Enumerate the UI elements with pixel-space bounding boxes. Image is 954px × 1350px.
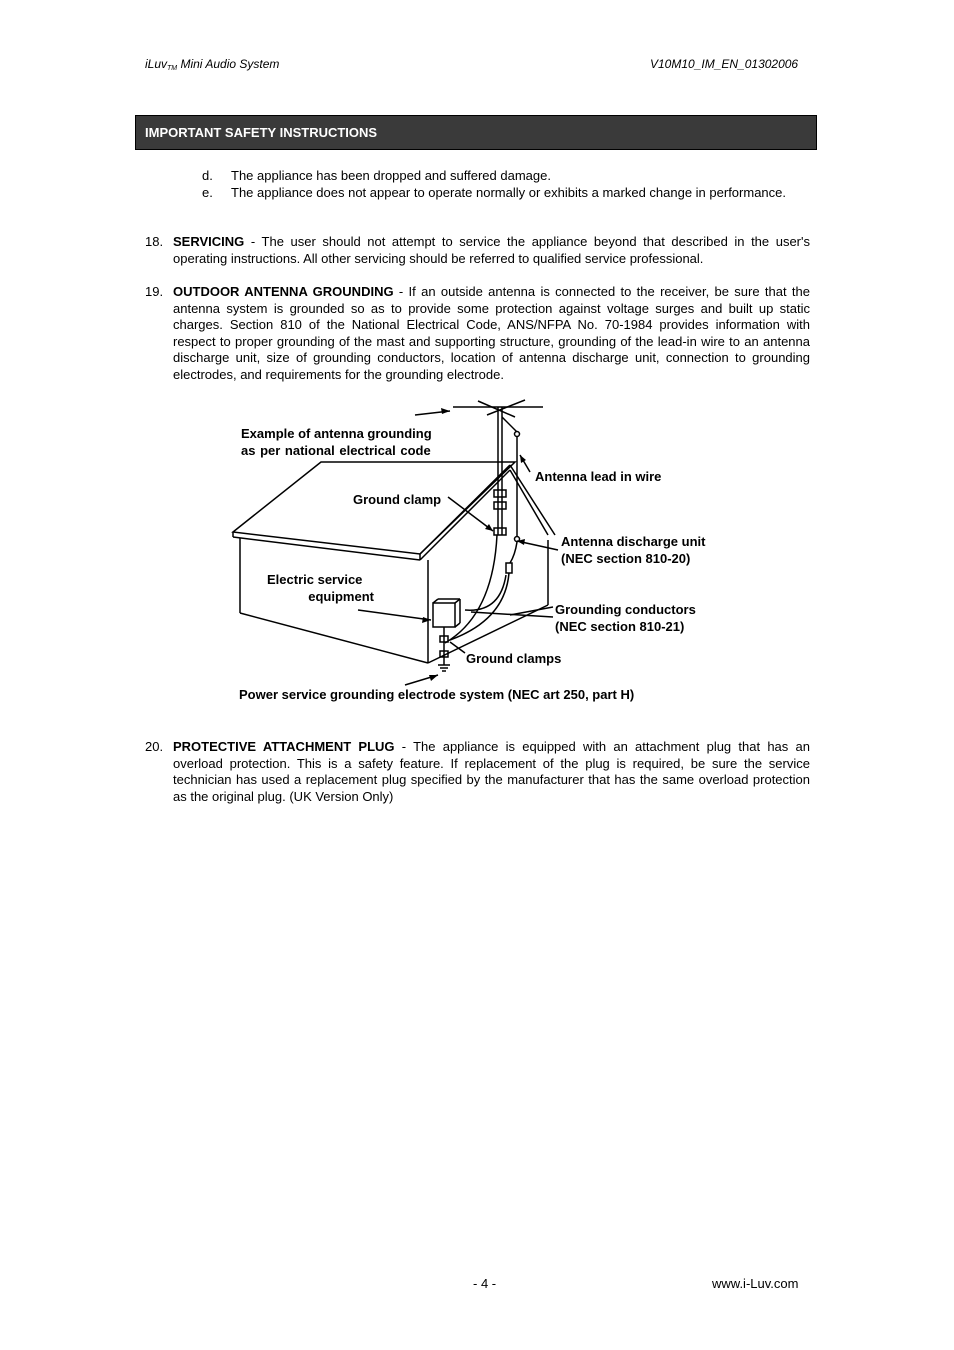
list-marker: d. — [202, 168, 213, 183]
diagram-label-discharge-unit: Antenna discharge unit (NEC section 810-20) — [561, 534, 706, 566]
item-text: - The appliance is equipped with an attachment plug that has an overload protection. This is a safety feature. If replacement of the plug is required, be sure the service technician has used a replacement plug specified by the manufacturer that has the same overload protection as the original plug. (UK Version Only) — [173, 739, 810, 804]
item-heading: OUTDOOR ANTENNA GROUNDING — [173, 284, 394, 299]
diagram-label-ground-clamps: Ground clamps — [466, 651, 562, 666]
diagram-label-ground-clamp: Ground clamp — [353, 492, 442, 507]
page-number: - 4 - — [473, 1276, 497, 1291]
item-text: - If an outside antenna is connected to the receiver, be sure that the antenna system is grounded so as to provide some protection against voltage surges and built up static charges. Section 810 of the National Electrical Code, ANS/NFPA No. 70-1984 provides information with respect to proper grounding of the mast and supporting structure, grounding of the lead-in wire to an antenna discharge unit, size of grounding conductors, location of antenna discharge unit, connection to grounding electrodes, and requirements for the grounding electrode. — [173, 284, 811, 382]
list-marker: e. — [202, 185, 213, 200]
item-number: 18. — [145, 234, 164, 249]
item-heading: PROTECTIVE ATTACHMENT PLUG — [173, 739, 395, 754]
item-number: 19. — [145, 284, 164, 299]
diagram-label-electric-service: Electric service equipment — [267, 572, 374, 604]
section-title: IMPORTANT SAFETY INSTRUCTIONS — [145, 125, 378, 140]
list-text: The appliance does not appear to operate normally or exhibits a marked change in performance. — [231, 185, 786, 200]
diagram-label-example: Example of antenna grounding as per national electrical code — [241, 426, 432, 458]
section-banner — [135, 115, 817, 150]
item-text: - The user should not attempt to service the appliance beyond that described in the user's operating instructions. All other servicing should be referred to qualified service professional. — [173, 234, 810, 266]
numbered-item-attachment-plug — [145, 739, 810, 805]
list-text: The appliance has been dropped and suffered damage. — [231, 168, 551, 183]
antenna-grounding-diagram — [225, 395, 735, 715]
header-document-code: V10M10_IM_EN_01302006 — [650, 57, 799, 71]
diagram-caption-electrode: Power service grounding electrode system (NEC art 250, part H) — [239, 687, 635, 702]
numbered-item-antenna-grounding — [145, 284, 810, 383]
item-heading: SERVICING — [173, 234, 245, 249]
diagram-label-lead-in-wire: Antenna lead in wire — [535, 469, 662, 484]
trademark-subscript: TM — [167, 65, 178, 72]
numbered-item-servicing — [145, 234, 810, 267]
diagram-label-grounding-conductors: Grounding conductors (NEC section 810-21) — [555, 602, 696, 634]
footer-website-link[interactable]: www.i-Luv.com — [712, 1276, 799, 1291]
header-product-title: iLuv$_{TM}$ Mini Audio System — [145, 57, 280, 72]
item-number: 20. — [145, 739, 164, 754]
